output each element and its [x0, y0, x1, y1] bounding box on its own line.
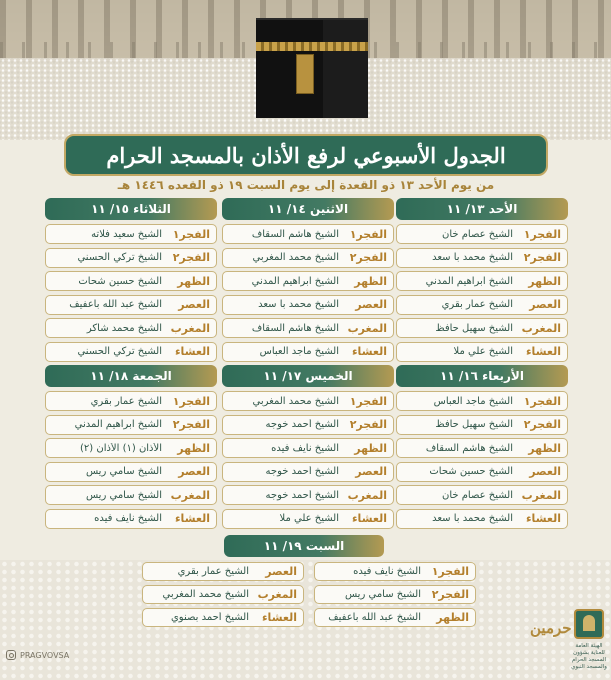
- schedule-row: [222, 391, 394, 411]
- prayer-label: المغرب: [521, 321, 561, 335]
- prayer-label: العصر: [178, 465, 210, 479]
- schedule-row: [396, 485, 568, 505]
- prayer-label: المغرب: [347, 488, 387, 502]
- schedule-row: [222, 224, 394, 244]
- prayer-label: الظهر: [177, 441, 210, 455]
- day-header: الجمعة ١٨/ ١١: [45, 365, 217, 387]
- schedule-row: [45, 485, 217, 505]
- imam-name: الشيخ سهيل حافظ: [435, 419, 513, 431]
- imam-name: الشيخ عصام خان: [441, 228, 513, 240]
- schedule-row: [222, 271, 394, 291]
- bottom-crowd-background: [0, 560, 611, 680]
- day-header-saturday: السبت ١٩/ ١١: [224, 535, 384, 557]
- logo-org-name: الهيئة العامة للعناية بشؤون المسجد الحرام والمسجد النبوي: [571, 643, 607, 670]
- instagram-icon: [6, 650, 16, 660]
- kaaba-door: [296, 54, 314, 94]
- schedule-row: [142, 562, 304, 581]
- imam-name: الشيخ محمد با سعد: [432, 513, 513, 525]
- handle-text: PRAGVOVSA: [20, 650, 70, 660]
- schedule-row: [45, 462, 217, 482]
- schedule-row: [222, 295, 394, 315]
- prayer-label: الفجر١: [523, 394, 561, 408]
- prayer-label: الظهر: [528, 441, 561, 455]
- imam-name: الشيخ هاشم السقاف: [425, 442, 513, 454]
- schedule-row: [45, 391, 217, 411]
- schedule-row: [45, 415, 217, 435]
- imam-name: الشيخ محمد با سعد: [258, 299, 339, 311]
- imam-name: الشيخ محمد المغربي: [252, 395, 339, 407]
- schedule-row: [222, 462, 394, 482]
- day-header: الأربعاء ١٦/ ١١: [396, 365, 568, 387]
- prayer-label: العصر: [355, 298, 387, 312]
- schedule-row: [45, 224, 217, 244]
- prayer-label: الظهر: [354, 441, 387, 455]
- imam-name: الشيخ أحمد خوجه: [265, 466, 339, 478]
- header-photo: [0, 0, 611, 140]
- day-card-friday: [45, 365, 217, 533]
- prayer-label: العشاء: [174, 512, 210, 526]
- prayer-label: العشاء: [525, 345, 561, 359]
- schedule-row: [396, 391, 568, 411]
- schedule-row: [45, 509, 217, 529]
- prayer-label: الفجر١: [172, 227, 210, 241]
- prayer-label: الفجر٢: [172, 418, 210, 432]
- schedule-row: [396, 318, 568, 338]
- day-card-thursday: [222, 365, 394, 533]
- prayer-label: الفجر١: [523, 227, 561, 241]
- imam-name: الشيخ ابراهيم المدني: [425, 275, 513, 287]
- schedule-row: [222, 248, 394, 268]
- prayer-label: العشاء: [525, 512, 561, 526]
- mosque-emblem-icon: [574, 609, 604, 639]
- imam-name: الشيخ نايف فيده: [94, 513, 162, 525]
- prayer-label: الظهر: [177, 274, 210, 288]
- imam-name: الشيخ سامي ريس: [85, 489, 162, 501]
- prayer-label: الظهر: [354, 274, 387, 288]
- schedule-row: [396, 295, 568, 315]
- prayer-label: العشاء: [261, 611, 297, 624]
- schedule-row: [45, 271, 217, 291]
- schedule-row: [222, 509, 394, 529]
- prayer-label: العشاء: [351, 345, 387, 359]
- imam-name: الشيخ سامي ريس: [344, 589, 421, 600]
- saturday-column-right: [314, 562, 476, 631]
- prayer-label: العصر: [529, 298, 561, 312]
- imam-name: الشيخ ماجد العباس: [433, 395, 513, 407]
- imam-name: الشيخ عبد الله باعفيف: [328, 612, 421, 623]
- schedule-row: [45, 438, 217, 458]
- schedule-row: [222, 485, 394, 505]
- imam-name: الأذان (١) الأذان (٢): [79, 442, 162, 454]
- prayer-label: الظهر: [436, 611, 469, 624]
- authority-logo: [530, 605, 608, 673]
- imam-name: الشيخ ابراهيم المدني: [74, 419, 162, 431]
- prayer-label: العصر: [529, 465, 561, 479]
- imam-name: الشيخ سامي ريس: [85, 466, 162, 478]
- imam-name: الشيخ هاشم السقاف: [251, 322, 339, 334]
- imam-name: الشيخ ماجد العباس: [259, 346, 339, 358]
- prayer-label: الفجر٢: [523, 418, 561, 432]
- imam-name: الشيخ عمار بقري: [90, 395, 162, 407]
- imam-name: الشيخ ابراهيم المدني: [251, 275, 339, 287]
- schedule-row: [314, 585, 476, 604]
- imam-name: الشيخ أحمد بصنوي: [170, 612, 249, 623]
- prayer-label: الفجر١: [349, 394, 387, 408]
- schedule-row: [314, 608, 476, 627]
- day-card-tuesday: [45, 198, 217, 366]
- imam-name: الشيخ أحمد خوجه: [265, 419, 339, 431]
- imam-name: الشيخ تركي الحسني: [77, 252, 162, 264]
- schedule-row: [314, 562, 476, 581]
- prayer-label: الفجر١: [349, 227, 387, 241]
- imam-name: الشيخ علي ملا: [453, 346, 513, 358]
- prayer-label: الفجر٢: [172, 251, 210, 265]
- schedule-row: [396, 438, 568, 458]
- prayer-label: الفجر١: [431, 565, 469, 578]
- saturday-column-left: [142, 562, 304, 631]
- imam-name: الشيخ محمد المغربي: [162, 589, 249, 600]
- schedule-row: [45, 295, 217, 315]
- imam-name: الشيخ سعيد فلاته: [91, 228, 162, 240]
- imam-name: الشيخ حسين شحات: [78, 275, 162, 287]
- prayer-label: الفجر٢: [523, 251, 561, 265]
- kaaba-image: [256, 18, 368, 118]
- schedule-row: [222, 438, 394, 458]
- social-handle[interactable]: [6, 650, 69, 660]
- day-card-sunday: [396, 198, 568, 366]
- imam-name: الشيخ محمد المغربي: [252, 252, 339, 264]
- day-header: الخميس ١٧/ ١١: [222, 365, 394, 387]
- schedule-row: [396, 224, 568, 244]
- imam-name: الشيخ عمار بقري: [441, 299, 513, 311]
- page-title: الجدول الأسبوعي لرفع الأذان بالمسجد الحرام: [64, 134, 548, 176]
- imam-name: الشيخ تركي الحسني: [77, 346, 162, 358]
- imam-name: الشيخ حسين شحات: [429, 466, 513, 478]
- prayer-label: المغرب: [347, 321, 387, 335]
- prayer-label: الفجر٢: [349, 418, 387, 432]
- prayer-label: العصر: [355, 465, 387, 479]
- schedule-row: [45, 342, 217, 362]
- imam-name: الشيخ نايف فيده: [271, 442, 339, 454]
- prayer-label: الفجر١: [172, 394, 210, 408]
- day-header: الأحد ١٣/ ١١: [396, 198, 568, 220]
- imam-name: الشيخ هاشم السقاف: [251, 228, 339, 240]
- prayer-label: المغرب: [170, 321, 210, 335]
- imam-name: الشيخ نايف فيده: [353, 566, 421, 577]
- imam-name: الشيخ عمار بقري: [177, 566, 249, 577]
- schedule-row: [142, 585, 304, 604]
- schedule-row: [45, 318, 217, 338]
- schedule-row: [396, 271, 568, 291]
- prayer-label: العصر: [265, 565, 297, 578]
- prayer-label: العشاء: [174, 345, 210, 359]
- schedule-row: [396, 342, 568, 362]
- prayer-label: الفجر٢: [349, 251, 387, 265]
- schedule-row: [222, 318, 394, 338]
- prayer-label: الظهر: [528, 274, 561, 288]
- prayer-label: الفجر٢: [431, 588, 469, 601]
- day-card-wednesday: [396, 365, 568, 533]
- schedule-row: [396, 248, 568, 268]
- prayer-label: المغرب: [257, 588, 297, 601]
- logo-calligraphy: حرمين: [530, 619, 572, 637]
- date-range-subtitle: من يوم الأحد ١٣ ذو القعدة إلى يوم السبت ١٩ ذو القعده ١٤٤٦ هـ: [117, 178, 495, 192]
- day-header: الثلاثاء ١٥/ ١١: [45, 198, 217, 220]
- imam-name: الشيخ أحمد خوجه: [265, 489, 339, 501]
- imam-name: الشيخ عبد الله باعفيف: [69, 299, 162, 311]
- imam-name: الشيخ علي ملا: [279, 513, 339, 525]
- imam-name: الشيخ محمد شاكر: [86, 322, 162, 334]
- imam-name: الشيخ سهيل حافظ: [435, 322, 513, 334]
- schedule-row: [222, 342, 394, 362]
- imam-name: الشيخ عصام خان: [441, 489, 513, 501]
- schedule-row: [396, 509, 568, 529]
- day-card-monday: [222, 198, 394, 366]
- prayer-label: المغرب: [170, 488, 210, 502]
- schedule-row: [222, 415, 394, 435]
- prayer-label: العصر: [178, 298, 210, 312]
- prayer-label: العشاء: [351, 512, 387, 526]
- imam-name: الشيخ محمد با سعد: [432, 252, 513, 264]
- schedule-row: [142, 608, 304, 627]
- schedule-row: [396, 462, 568, 482]
- prayer-label: المغرب: [521, 488, 561, 502]
- kaaba-band: [256, 42, 368, 51]
- schedule-row: [396, 415, 568, 435]
- day-header: الاثنين ١٤/ ١١: [222, 198, 394, 220]
- schedule-row: [45, 248, 217, 268]
